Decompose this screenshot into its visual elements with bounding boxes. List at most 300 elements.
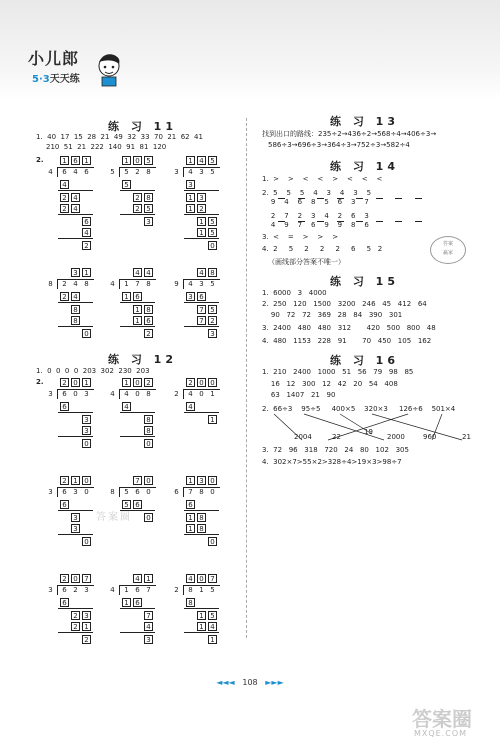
quotient-digit-box: 0: [197, 378, 206, 387]
step-digit-box: 0: [208, 537, 217, 546]
subtraction-line: [120, 412, 155, 413]
ex11-q1-line2: 210 51 21 222 140 91 81 120: [46, 143, 167, 151]
step-digit-box: 7: [197, 316, 206, 325]
step-digit-box: 8: [186, 598, 195, 607]
step-digit-box: 4: [208, 622, 217, 631]
divisor: 9: [174, 280, 179, 288]
page-number: 108: [242, 678, 258, 687]
step-digit-box: 5: [208, 611, 217, 620]
quotient-digit-box: 0: [144, 476, 153, 485]
subtraction-line: [58, 510, 93, 511]
exercise-16-title: 练 习 16: [330, 354, 399, 367]
division-bracket: [119, 389, 120, 399]
division-bracket: [183, 389, 184, 399]
fraction-bar: [356, 198, 363, 199]
column-divider: [246, 118, 247, 638]
dividend-digit: 1: [124, 280, 129, 288]
ex15-line5: 4. 480 1153 228 91 70 450 105 162: [262, 337, 432, 345]
fraction-bar: [376, 198, 383, 199]
dividend-digit: 8: [146, 280, 151, 288]
subtraction-line: [120, 302, 155, 303]
long-division-problem: [44, 378, 102, 468]
quotient-digit-box: 4: [133, 268, 142, 277]
dividend-digit: 5: [210, 280, 215, 288]
step-digit-box: 7: [144, 611, 153, 620]
dividend-digit: 4: [73, 280, 78, 288]
ex11-q2-label: 2.: [36, 156, 44, 164]
subtraction-line: [184, 326, 219, 327]
ex14-note: （画线部分答案不唯一）: [268, 258, 345, 266]
quotient-digit-box: 1: [71, 476, 80, 485]
dividend-digit: 2: [73, 586, 78, 594]
dividend-digit: 4: [188, 168, 193, 176]
step-digit-box: 2: [197, 204, 206, 213]
division-bracket: [119, 167, 120, 177]
step-digit-box: 3: [208, 329, 217, 338]
dividend-digit: 5: [124, 488, 129, 496]
division-bracket: [119, 279, 120, 289]
dividend-digit: 4: [124, 390, 129, 398]
step-digit-box: 2: [144, 329, 153, 338]
subtraction-line: [184, 412, 219, 413]
dividend-digit: 2: [135, 168, 140, 176]
quotient-digit-box: 0: [82, 476, 91, 485]
subtraction-line: [58, 326, 93, 327]
step-digit-box: 0: [82, 439, 91, 448]
step-digit-box: 5: [208, 228, 217, 237]
step-digit-box: 8: [144, 426, 153, 435]
dividend-digit: 7: [188, 488, 193, 496]
long-division-problem: [170, 268, 228, 358]
fraction-bar: [395, 221, 402, 222]
step-digit-box: 4: [71, 204, 80, 213]
prev-arrows-icon: ◄◄◄: [216, 678, 235, 687]
fraction-bar: [337, 221, 344, 222]
step-digit-box: 6: [133, 500, 142, 509]
ex14-q2a-denominators: 9 4 6 8 5 6 3 7: [262, 198, 369, 206]
quotient-digit-box: 0: [71, 574, 80, 583]
step-digit-box: 1: [197, 217, 206, 226]
division-bracket: [183, 585, 184, 595]
subtraction-line: [120, 436, 155, 437]
division-bracket: [183, 487, 184, 497]
step-digit-box: 2: [71, 611, 80, 620]
step-digit-box: 1: [208, 415, 217, 424]
ex16-line3: 63 1407 21 90: [262, 391, 336, 399]
step-digit-box: 1: [122, 598, 131, 607]
divisor: 2: [174, 586, 179, 594]
ex14-q2b-denominators: 4 9 7 6 9 9 8 6: [262, 221, 369, 229]
ex11-q1-line1: 1. 40 17 15 28 21 49 32 33 70 21 62 41: [36, 133, 203, 141]
step-digit-box: 6: [197, 292, 206, 301]
step-digit-box: 5: [122, 180, 131, 189]
subtraction-line: [184, 238, 219, 239]
match-result-1: 2004: [294, 433, 312, 441]
dividend-digit: 1: [124, 586, 129, 594]
quotient-digit-box: 8: [208, 268, 217, 277]
step-digit-box: 3: [144, 635, 153, 644]
long-division-problem: [170, 156, 228, 250]
step-digit-box: 4: [144, 622, 153, 631]
fraction-bar: [395, 198, 402, 199]
division-bracket: [183, 279, 184, 289]
step-digit-box: 4: [186, 402, 195, 411]
dividend-digit: 3: [84, 390, 89, 398]
fraction-bar: [415, 221, 422, 222]
quotient-digit-box: 4: [133, 574, 142, 583]
step-digit-box: 2: [71, 622, 80, 631]
quotient-digit-box: 1: [82, 268, 91, 277]
step-digit-box: 2: [82, 635, 91, 644]
brand-logo: [10, 44, 130, 102]
long-division-problem: [106, 574, 164, 664]
step-digit-box: 0: [144, 439, 153, 448]
quotient-digit-box: 4: [144, 268, 153, 277]
long-division-problem: [44, 156, 102, 250]
step-digit-box: 0: [82, 329, 91, 338]
divisor: 2: [174, 390, 179, 398]
fraction-bar: [376, 221, 383, 222]
quotient-digit-box: 3: [197, 476, 206, 485]
step-digit-box: 6: [60, 402, 69, 411]
step-digit-box: 2: [208, 316, 217, 325]
step-digit-box: 2: [133, 193, 142, 202]
step-digit-box: 5: [122, 500, 131, 509]
dividend-digit: 8: [84, 280, 89, 288]
ex13-line1: 找到出口的路线：235÷2→436÷2→568÷4→406÷3→: [262, 130, 437, 138]
fraction-bar: [337, 198, 344, 199]
quotient-digit-box: 0: [197, 574, 206, 583]
subtraction-line: [184, 214, 219, 215]
quotient-digit-box: 0: [208, 476, 217, 485]
fraction-bar: [415, 198, 422, 199]
step-digit-box: 3: [71, 513, 80, 522]
quotient-digit-box: 2: [186, 378, 195, 387]
subtraction-line: [184, 510, 219, 511]
dividend-digit: 3: [199, 280, 204, 288]
step-digit-box: 2: [60, 193, 69, 202]
dividend-digit: 4: [188, 280, 193, 288]
match-result-4: 2000: [387, 433, 405, 441]
step-digit-box: 6: [186, 500, 195, 509]
divisor: 3: [48, 390, 53, 398]
step-digit-box: 3: [186, 292, 195, 301]
quotient-digit-box: 7: [133, 476, 142, 485]
divisor: 4: [110, 280, 115, 288]
quotient-digit-box: 7: [82, 574, 91, 583]
ex16-line5: 3. 72 96 318 720 24 80 102 305: [262, 446, 409, 454]
subtraction-line: [120, 326, 155, 327]
step-digit-box: 0: [208, 241, 217, 250]
exercise-12-title: 练 习 12: [108, 353, 177, 366]
subtraction-line: [58, 412, 93, 413]
quotient-digit-box: 1: [186, 156, 195, 165]
dividend-digit: 6: [84, 168, 89, 176]
match-result-3: 19: [364, 428, 373, 436]
ex14-q1: 1. > > < < > < < <: [262, 175, 383, 183]
long-division-problem: [44, 268, 102, 358]
step-digit-box: 6: [60, 598, 69, 607]
divisor: 4: [110, 586, 115, 594]
step-digit-box: 1: [133, 316, 142, 325]
match-result-2: 22: [332, 433, 341, 441]
dividend-digit: 5: [210, 586, 215, 594]
ex16-line6: 4. 302×7>55×2>328÷4>19×3>98÷7: [262, 458, 402, 466]
dividend-digit: 5: [124, 168, 129, 176]
ex14-q2a-numerators: 2. 5 5 5 4 3 4 3 5: [262, 189, 372, 197]
dividend-digit: 6: [62, 488, 67, 496]
ex14-q3: 3. < = > > >: [262, 233, 339, 241]
fraction-bar: [278, 221, 285, 222]
dividend-digit: 8: [146, 168, 151, 176]
ex15-line4: 3. 2400 480 480 312 420 500 800 48: [262, 324, 436, 332]
fraction-bar: [298, 221, 305, 222]
subtraction-line: [120, 632, 155, 633]
subtraction-line: [184, 632, 219, 633]
division-bracket: [119, 487, 120, 497]
dividend-digit: 8: [188, 586, 193, 594]
step-digit-box: 2: [133, 204, 142, 213]
quotient-digit-box: 0: [133, 156, 142, 165]
step-digit-box: 8: [71, 316, 80, 325]
step-digit-box: 8: [144, 193, 153, 202]
site-watermark: 答案圈 MXQE.COM: [412, 707, 472, 738]
quotient-digit-box: 4: [197, 268, 206, 277]
divisor: 3: [48, 488, 53, 496]
long-division-problem: [106, 268, 164, 358]
step-digit-box: 6: [82, 217, 91, 226]
divisor: 4: [110, 390, 115, 398]
subtraction-line: [184, 608, 219, 609]
answer-stamp: 答案 赢家: [430, 236, 466, 264]
exercise-14-title: 练 习 14: [330, 160, 399, 173]
division-bracket: [183, 167, 184, 177]
subtraction-line: [58, 608, 93, 609]
step-digit-box: 3: [186, 180, 195, 189]
divisor: 6: [174, 488, 179, 496]
step-digit-box: 4: [71, 292, 80, 301]
dividend-digit: 6: [135, 586, 140, 594]
subtraction-line: [120, 608, 155, 609]
dividend-digit: 0: [210, 488, 215, 496]
quotient-digit-box: 2: [144, 378, 153, 387]
subtraction-line: [120, 190, 155, 191]
ex14-q4: 4. 2 5 2 2 2 6 5 2: [262, 245, 383, 253]
dividend-digit: 3: [199, 168, 204, 176]
step-digit-box: 3: [197, 193, 206, 202]
division-bracket: [57, 389, 58, 399]
dividend-digit: 8: [199, 488, 204, 496]
ex16-line1: 1. 210 2400 1000 51 56 79 98 85: [262, 368, 414, 376]
logo-subtitle: 5·3天天练: [32, 74, 80, 85]
subtraction-line: [58, 190, 93, 191]
logo-title: 小儿郎: [28, 49, 80, 68]
dividend-digit: 1: [210, 390, 215, 398]
quotient-digit-box: 6: [71, 156, 80, 165]
quotient-digit-box: 2: [60, 476, 69, 485]
dividend-digit: 0: [73, 390, 78, 398]
step-digit-box: 2: [82, 241, 91, 250]
step-digit-box: 6: [60, 500, 69, 509]
dividend-digit: 4: [188, 390, 193, 398]
step-digit-box: 5: [144, 204, 153, 213]
step-digit-box: 3: [82, 611, 91, 620]
subtraction-line: [58, 436, 93, 437]
step-digit-box: 1: [197, 228, 206, 237]
fraction-bar: [317, 221, 324, 222]
subtraction-line: [184, 190, 219, 191]
dividend-digit: 0: [146, 488, 151, 496]
subtraction-line: [120, 214, 155, 215]
long-division-problem: [170, 476, 228, 566]
step-digit-box: 3: [82, 415, 91, 424]
quotient-digit-box: 2: [60, 378, 69, 387]
step-digit-box: 8: [144, 415, 153, 424]
quotient-digit-box: 7: [208, 574, 217, 583]
division-bracket: [119, 585, 120, 595]
step-digit-box: 6: [133, 292, 142, 301]
subtraction-line: [58, 238, 93, 239]
step-digit-box: 1: [186, 204, 195, 213]
dividend-digit: 7: [146, 586, 151, 594]
step-digit-box: 1: [133, 305, 142, 314]
dividend-digit: 3: [84, 586, 89, 594]
dividend-digit: 6: [62, 390, 67, 398]
exercise-13-title: 练 习 13: [330, 115, 399, 128]
next-arrows-icon: ►►►: [265, 678, 284, 687]
ex15-line3: 90 72 72 369 28 84 390 301: [262, 311, 403, 319]
dividend-digit: 0: [135, 390, 140, 398]
quotient-digit-box: 1: [144, 574, 153, 583]
page-number-bar: [0, 678, 500, 687]
quotient-digit-box: 4: [186, 574, 195, 583]
step-digit-box: 4: [82, 228, 91, 237]
quotient-digit-box: 1: [60, 156, 69, 165]
ex16-line4: 2. 66÷3 95÷5 400×5 320×3 126÷6 501×4: [262, 405, 456, 413]
exercise-11-title: 练 习 11: [108, 120, 177, 133]
long-division-problem: [44, 476, 102, 566]
dividend-digit: 8: [146, 390, 151, 398]
subtraction-line: [58, 214, 93, 215]
quotient-digit-box: 3: [71, 268, 80, 277]
quotient-digit-box: 1: [122, 156, 131, 165]
divisor: 3: [48, 586, 53, 594]
step-digit-box: 3: [71, 524, 80, 533]
step-digit-box: 4: [60, 180, 69, 189]
step-digit-box: 8: [197, 513, 206, 522]
division-bracket: [57, 279, 58, 289]
quotient-digit-box: 5: [144, 156, 153, 165]
dividend-digit: 4: [73, 168, 78, 176]
long-division-problem: [170, 574, 228, 664]
quotient-digit-box: 1: [186, 476, 195, 485]
exercise-15-title: 练 习 15: [330, 275, 399, 288]
ex12-q2-label: 2.: [36, 378, 44, 386]
quotient-digit-box: 4: [197, 156, 206, 165]
subtraction-line: [58, 632, 93, 633]
step-digit-box: 2: [60, 292, 69, 301]
quotient-digit-box: 5: [208, 156, 217, 165]
step-digit-box: 6: [144, 316, 153, 325]
quotient-digit-box: 1: [82, 156, 91, 165]
step-digit-box: 0: [82, 537, 91, 546]
step-digit-box: 3: [144, 217, 153, 226]
long-division-problem: [170, 378, 228, 468]
dividend-digit: 1: [199, 586, 204, 594]
dividend-digit: 0: [199, 390, 204, 398]
fraction-bar: [356, 221, 363, 222]
step-digit-box: 1: [186, 513, 195, 522]
divisor: 8: [48, 280, 53, 288]
division-bracket: [57, 487, 58, 497]
match-result-6: 21: [462, 433, 471, 441]
step-digit-box: 7: [197, 305, 206, 314]
dividend-digit: 0: [84, 488, 89, 496]
ex16-line2: 16 12 300 12 42 20 54 408: [262, 380, 398, 388]
divisor: 3: [174, 168, 179, 176]
step-digit-box: 0: [144, 513, 153, 522]
step-digit-box: 1: [122, 292, 131, 301]
quotient-digit-box: 1: [122, 378, 131, 387]
division-bracket: [57, 585, 58, 595]
step-digit-box: 6: [133, 598, 142, 607]
step-digit-box: 1: [186, 524, 195, 533]
step-digit-box: 3: [82, 426, 91, 435]
dividend-digit: 6: [62, 586, 67, 594]
long-division-problem: [106, 156, 164, 246]
step-digit-box: 1: [197, 611, 206, 620]
quotient-digit-box: 0: [133, 378, 142, 387]
step-digit-box: 4: [71, 193, 80, 202]
dividend-digit: 6: [135, 488, 140, 496]
subtraction-line: [184, 534, 219, 535]
step-digit-box: 1: [82, 622, 91, 631]
ex15-line2: 2. 250 120 1500 3200 246 45 412 64: [262, 300, 427, 308]
dividend-digit: 7: [135, 280, 140, 288]
dividend-digit: 5: [210, 168, 215, 176]
match-result-5: 960: [423, 433, 437, 441]
ex15-line1: 1. 6000 3 4000: [262, 289, 327, 297]
dividend-digit: 2: [62, 280, 67, 288]
quotient-digit-box: 0: [208, 378, 217, 387]
division-bracket: [57, 167, 58, 177]
step-digit-box: 1: [197, 622, 206, 631]
ex14-q2b-numerators: 2 7 2 3 4 2 6 3: [262, 212, 369, 220]
long-division-problem: [44, 574, 102, 664]
watermark-text: 答案圈: [96, 512, 132, 523]
subtraction-line: [184, 302, 219, 303]
quotient-digit-box: 2: [60, 574, 69, 583]
fraction-bar: [317, 198, 324, 199]
subtraction-line: [58, 534, 93, 535]
long-division-problem: [106, 378, 164, 468]
quotient-digit-box: 0: [71, 378, 80, 387]
step-digit-box: 8: [71, 305, 80, 314]
step-digit-box: 4: [122, 402, 131, 411]
step-digit-box: 5: [208, 305, 217, 314]
quotient-digit-box: 1: [82, 378, 91, 387]
boy-mascot-icon: [94, 52, 124, 88]
subtraction-line: [58, 302, 93, 303]
step-digit-box: 5: [208, 217, 217, 226]
ex13-line2: 586÷3→696÷3→364÷3→752÷3→582÷4: [268, 141, 410, 149]
dividend-digit: 6: [62, 168, 67, 176]
step-digit-box: 8: [197, 524, 206, 533]
step-digit-box: 8: [144, 305, 153, 314]
dividend-digit: 3: [73, 488, 78, 496]
divisor: 4: [48, 168, 53, 176]
step-digit-box: 2: [60, 204, 69, 213]
